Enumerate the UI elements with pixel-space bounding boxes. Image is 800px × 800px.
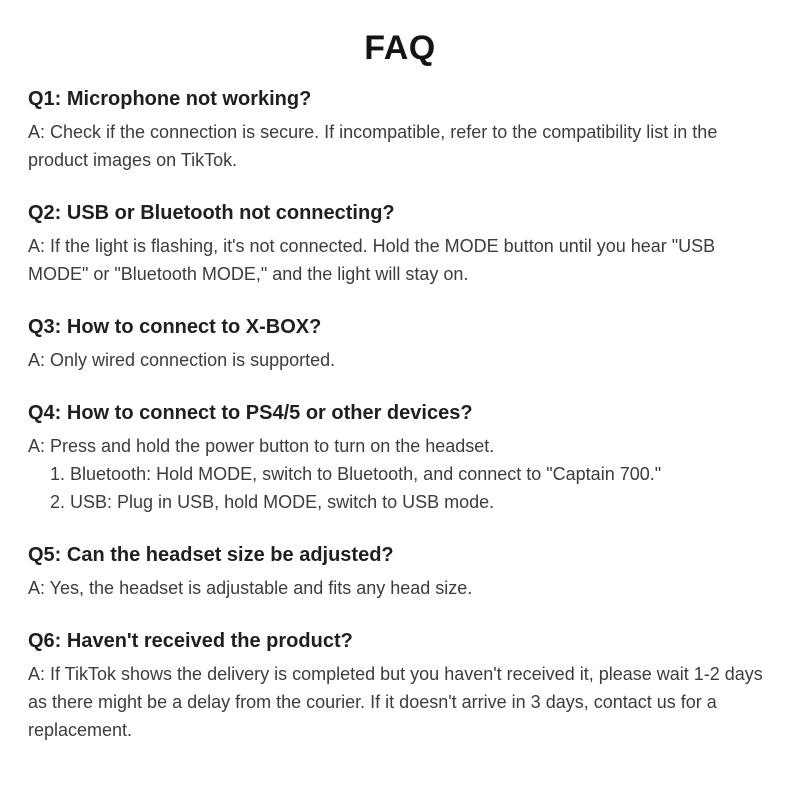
faq-list xyxy=(28,86,772,744)
faq-item-q2 xyxy=(28,200,772,288)
answer-text: A: Yes, the headset is adjustable and fits any head size. xyxy=(28,578,473,598)
question-text: Q3: How to connect to X-BOX? xyxy=(28,316,322,338)
answer-text: A: Press and hold the power button to turn on the headset. xyxy=(28,436,495,456)
faq-item-q4 xyxy=(28,400,772,516)
question-text: Q1: Microphone not working? xyxy=(28,88,312,110)
faq-item-q3 xyxy=(28,314,772,374)
question-text: Q6: Haven't received the product? xyxy=(28,630,353,652)
answer-text: A: If TikTok shows the delivery is completed but you haven't received it, please wait 1-2 days as there might be a delay from the courier. If it doesn't arrive in 3 days, contact us for a replacement. xyxy=(28,664,763,740)
faq-item-q6 xyxy=(28,628,772,744)
answer-steps xyxy=(28,460,772,516)
answer-step-bluetooth: 1. Bluetooth: Hold MODE, switch to Bluetooth, and connect to "Captain 700." xyxy=(50,464,662,484)
question-text: Q4: How to connect to PS4/5 or other devices? xyxy=(28,402,473,424)
question-text: Q5: Can the headset size be adjusted? xyxy=(28,544,394,566)
question-text: Q2: USB or Bluetooth not connecting? xyxy=(28,202,395,224)
answer-text: A: If the light is flashing, it's not connected. Hold the MODE button until you hear "USB MODE" or "Bluetooth MODE," and the light will stay on. xyxy=(28,236,716,284)
page-title: FAQ xyxy=(364,29,436,67)
faq-item-q1 xyxy=(28,86,772,174)
answer-text: A: Only wired connection is supported. xyxy=(28,350,336,370)
answer-text: A: Check if the connection is secure. If incompatible, refer to the compatibility list in the product images on TikTok. xyxy=(28,122,718,170)
answer-step-usb: 2. USB: Plug in USB, hold MODE, switch to USB mode. xyxy=(50,492,495,512)
faq-item-q5 xyxy=(28,542,772,602)
